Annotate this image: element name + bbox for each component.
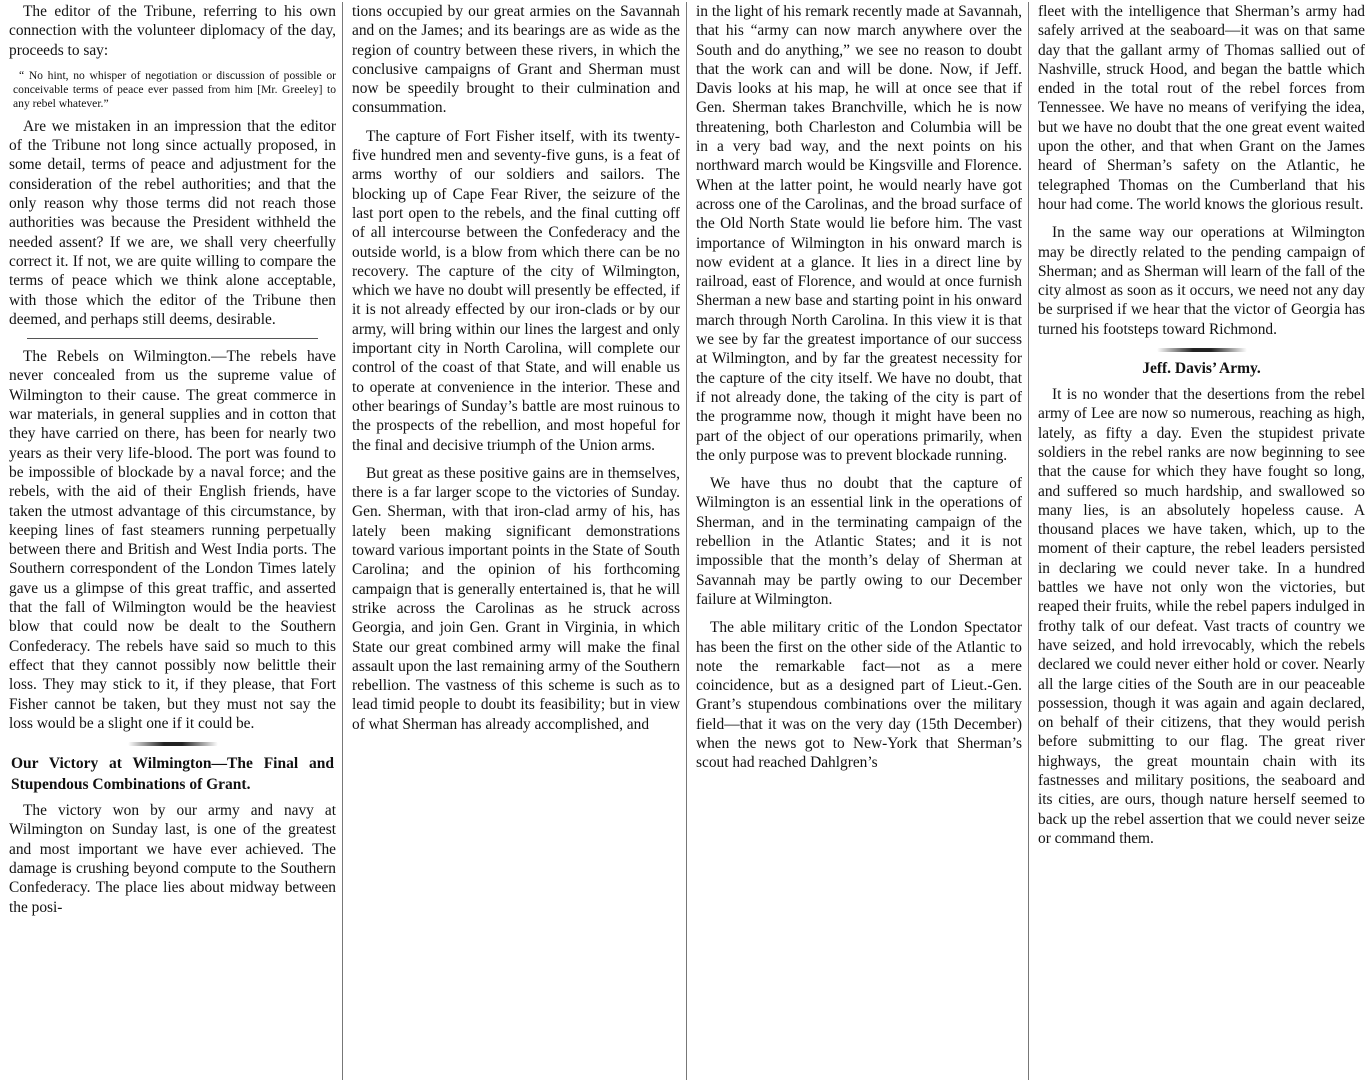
section-dash-ornament-2 [1157,348,1247,352]
savannah-remark-paragraph: in the light of his remark recently made at Savannah, that his “army can now march anywhere over the South and do anything,” we see no reason to doubt that the work can and will be done. Now, if Jeff. Davis looks at his map, he will at once see that if Gen. Sherman takes Branchville, which he is now threatening, both Charleston and Columbia will be in a very bad way, and the next points on his northward march would be Kingsville and Florence. When at the latter point, he would nearly have got across one of the Carolinas, and the broad surface of the Old North State would lie before him. The vast importance of Wilmington in his onward march is now evident at a glance. It lies in a direct line by railroad, east of Florence, and would at once furnish Sherman a new base and starting point in his onward march through North Carolina. In this view it is that we see by far the greatest importance of our success at Wilmington, and by far the greatest necessity for the capture of the city itself. We have no doubt, that if not already done, the taking of the city is part of the programme now, though it might have been no part of the object of our operations primarily, when the only purpose was to prevent blockade running. [696,3,1022,464]
armies-continuation-paragraph: tions occupied by our great armies on the Savannah and on the James; and its bearings are as wide as the region of country between these rivers, in which the conclusive campaigns of Grant and Sherman must now be speedily brought to their culmination and consummation. [352,3,680,117]
thomas-nashville-paragraph: fleet with the intelligence that Sherman’s army had safely arrived at the seaboard—it was on that same day that the gallant army of Thomas sallied out of Nashville, struck Hood, and began the battle which ended in the total rout of the rebel forces from Tennessee. We have no means of verifying the idea, but we have no doubt that the one great event waited upon the other, and that when Grant on the James heard of Sherman’s safety on the Atlantic, he telegraphed Thomas on the Cumberland that his hour had come. The world knows the glorious result. [1038,3,1365,213]
fort-fisher-paragraph: The capture of Fort Fisher itself, with its twenty-five hundred men and seventy-five guns, is a feat of arms worthy of our soldiers and sailors. The blocking up of Cape Fear River, the seizure of the last port open to the rebels, and the final cutting off of all intercourse between the Confederacy and the outside world, is a blow from which there can be no recovery. The capture of the city of Wilmington, which we have no doubt will presently be effected, if it is not already effected by our iron-clads or by our army, will bring within our lines the largest and only important city in North Carolina, will complete our control of the coast of that State, and will enable us to operate at convenience in the interior. These and other bearings of Sunday’s battle are most ruinous to the prospects of the rebellion, and most hopeful for the final and decisive triumph of the Union arms. [352,127,680,454]
essential-link-paragraph: We have thus no doubt that the capture of Wilmington is an essential link in the operations of Sherman, and in the terminating campaign of the rebellion in the Atlantic States; and it is not impossible that the month’s delay of Sherman at Savannah may be partly owing to our December failure at Wilmington. [696,475,1022,608]
victory-opening-paragraph: The victory won by our army and navy at Wilmington on Sunday last, is one of the greatest and most important we have ever achieved. The damage is crushing beyond compute to the Southern Confederacy. The place lies about midway between the posi- [9,802,336,916]
desertions-paragraph: It is no wonder that the desertions from the rebel army of Lee are now so numerous, reaching as high, lately, as fifty a day. Even the stupidest private soldiers in the rebel ranks are now beginning to see that the cause for which they have fought so long, and suffered so much hardship, and swallowed so many lies, is an absolutely hopeless cause. A thousand places we have taken, which, up to the moment of their capture, the rebel leaders persisted in declaring we could never take. In a hundred battles we have not only won the victories, but reaped their fruits, while the rebel papers indulged in frothy talk of our defeat. Vast tracts of country we have seized, and hold irrevocably, which the rebels declared we could never either hold or cover. Nearly all the large cities of the South are in our peaceable possession, though it was again and again declared, on behalf of their citizens, that they would perish before submitting to our flag. The great river highways, the great mountain chain with its fastnesses and military positions, the seaboard and its cities, are ours, though nature herself seemed to back up the rebel assertion that we could never seize or command them. [1038,386,1365,847]
davis-army-heading: Jeff. Davis’ Army. [1142,360,1261,378]
section-dash-ornament [128,742,218,746]
spectator-critic-paragraph: The able military critic of the London Spectator has been the first on the other side of the Atlantic to note the remarkable fact—not as a mere coincidence, but as a designed part of Lieut.-Gen. Grant’s stupendous combinations over the military field—that it was on the very day (15th December) when the news got to New-York that Sherman’s scout had reached Dahlgren’s [696,619,1022,772]
tribune-response-paragraph: Are we mistaken in an impression that the editor of the Tribune not long since actually proposed, in some detail, terms of peace and adjustment for the consideration of the rebel authorities; and that the only reason why those terms did not reach those authorities was because the President withheld the needed assent? If we are, we shall very cheerfully correct it. If not, we are quite willing to compare the terms of peace which we think alone acceptable, with those which the editor of the Tribune then deemed, and perhaps still deems, desirable. [9,117,336,328]
column-1 [0,2,343,1080]
tribune-intro-paragraph: The editor of the Tribune, referring to his own connection with the volunteer diplomacy of the day, proceeds to say: [9,3,336,59]
column-3 [687,2,1029,1080]
richmond-paragraph: In the same way our operations at Wilmington may be directly related to the pending campaign of Sherman; and as Sherman will learn of the fall of the city almost as soon as it occurs, we need not any day be surprised if we hear that the victor of Georgia has turned his footsteps toward Richmond. [1038,224,1365,338]
column-2 [343,2,687,1080]
wilmington-victory-heading: Our Victory at Wilmington—The Final and Stupendous Combinations of Grant. [11,755,334,794]
section-rule [27,338,318,339]
column-4 [1029,2,1371,1080]
greeley-quote: “ No hint, no whisper of negotiation or discussion of possible or conceivable terms of peace ever passed from him [Mr. Greeley] to any rebel whatever.” [13,68,336,110]
sherman-scope-paragraph: But great as these positive gains are in themselves, there is a far larger scope to the victories of Sunday. Gen. Sherman, with that iron-clad army of his, has lately been making significant demonstrations toward various important points in the State of South Carolina; and the opinion of his forthcoming campaign that is generally entertained is, that he will strike across the Carolinas as he struck across Georgia, and join Gen. Grant in Virginia, in which State our great combined army will make the final assault upon the last remaining army of the Southern rebellion. The vastness of this scheme is such as to lead timid people to doubt its feasibility; but in view of what Sherman has already accomplished, and [352,464,680,733]
rebels-on-wilmington-paragraph: The Rebels on Wilmington.—The rebels have never concealed from us the supreme value of Wilmington to their cause. The great commerce in war materials, in general supplies and in cotton that they have carried on there, has been for nearly two years as their very life-blood. The port was found to be impossible of blockade by a naval force; and the rebels, with the aid of their English friends, have taken the utmost advantage of this circumstance, by keeping lines of fast steamers running perpetually between there and British and West India ports. The Southern correspondent of the London Times lately gave us a glimpse of this great traffic, and asserted that the fall of Wilmington would be the heaviest blow that could now be dealt to the Southern Confederacy. The rebels have said so much to this effect that they cannot possibly now belittle their loss. They may stick to it, if they please, that Fort Fisher cannot be taken, but they must not say the loss would be a slight one if it could be. [9,348,336,732]
